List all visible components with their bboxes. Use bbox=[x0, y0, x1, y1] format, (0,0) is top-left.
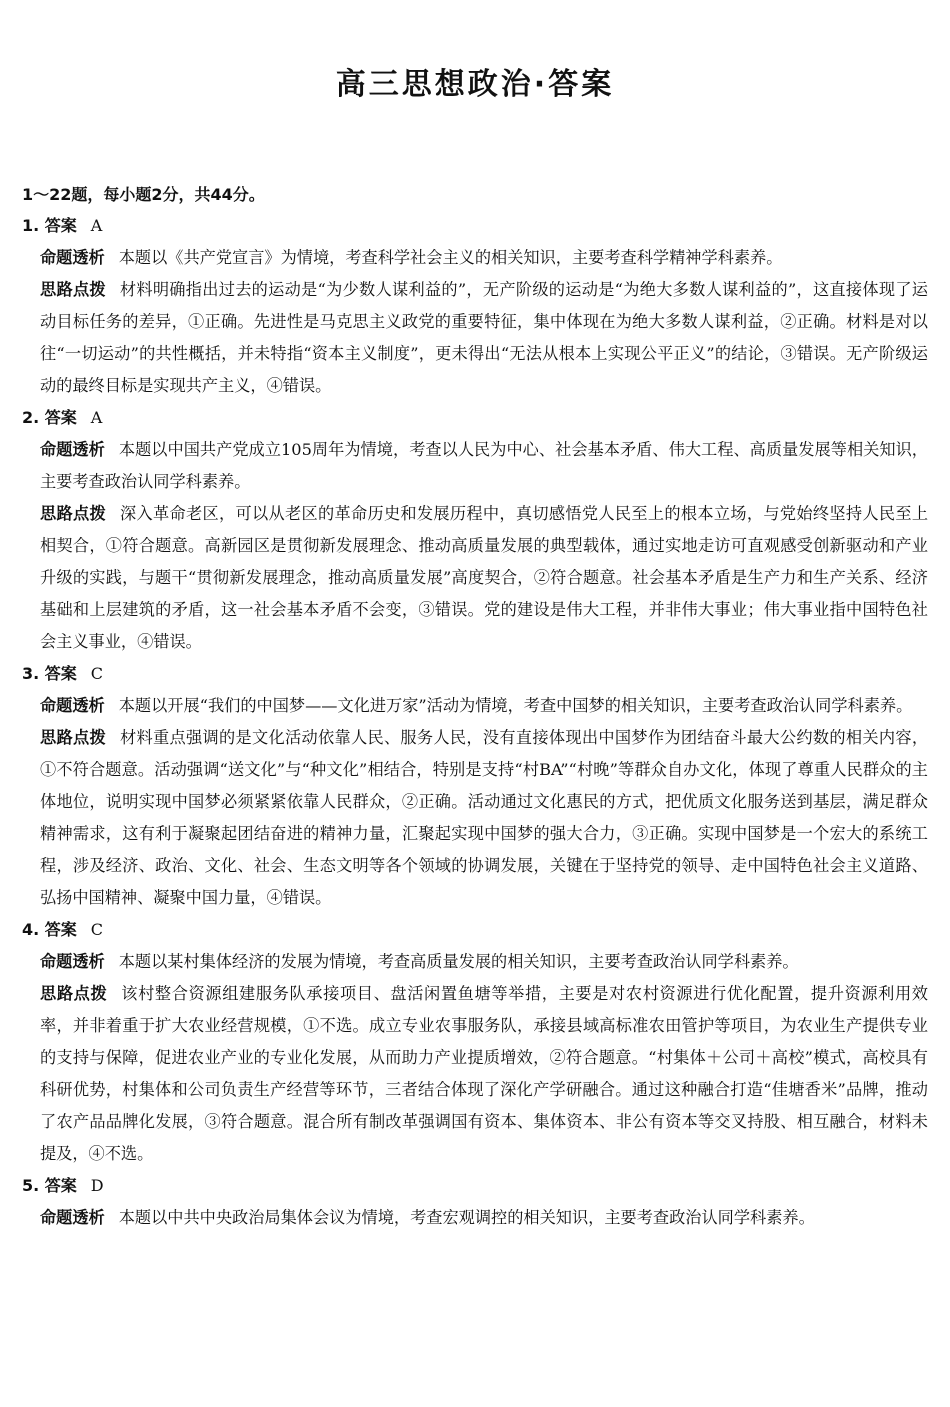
question-head bbox=[22, 402, 928, 434]
hint-text: 深入革命老区，可以从老区的革命历史和发展历程中，真切感悟党人民至上的根本立场，与党始终坚持人民至上相契合，①符合题意。高新园区是贯彻新发展理念、推动高质量发展的典型载体，通过实地走访可直观感受创新驱动和产业升级的实践，与题干“贯彻新发展理念，推动高质量发展”高度契合，②符合题意。社会基本矛盾是生产力和生产关系、经济基础和上层建筑的矛盾，这一社会基本矛盾不会变，③错误。党的建设是伟大工程，并非伟大事业；伟大事业指中国特色社会主义事业，④错误。 bbox=[40, 504, 929, 651]
hint-label: 思路点拨 bbox=[40, 728, 106, 747]
question-head bbox=[22, 1170, 928, 1202]
analysis-paragraph bbox=[40, 1202, 928, 1234]
question-2 bbox=[22, 402, 928, 658]
analysis-text: 本题以开展“我们的中国梦——文化进万家”活动为情境，考查中国梦的相关知识，主要考查政治认同学科素养。 bbox=[118, 696, 913, 715]
analysis-label: 命题透析 bbox=[40, 440, 105, 459]
question-3 bbox=[22, 658, 928, 914]
analysis-text: 本题以中国共产党成立105周年为情境，考查以人民为中心、社会基本矛盾、伟大工程、高质量发展等相关知识，主要考查政治认同学科素养。 bbox=[40, 440, 928, 491]
answer-letter: D bbox=[90, 1176, 104, 1195]
analysis-paragraph bbox=[40, 434, 928, 498]
analysis-text: 本题以《共产党宣言》为情境，考查科学社会主义的相关知识，主要考查科学精神学科素养。 bbox=[118, 248, 783, 267]
analysis-paragraph bbox=[40, 690, 928, 722]
question-head bbox=[22, 914, 928, 946]
answer-letter: A bbox=[90, 408, 103, 427]
hint-paragraph bbox=[40, 978, 928, 1170]
analysis-label: 命题透析 bbox=[40, 952, 105, 971]
hint-paragraph bbox=[40, 498, 928, 658]
question-4 bbox=[22, 914, 928, 1170]
question-number: 1. 答案 bbox=[22, 216, 77, 235]
analysis-label: 命题透析 bbox=[40, 1208, 105, 1227]
analysis-paragraph bbox=[40, 242, 928, 274]
hint-label: 思路点拨 bbox=[40, 280, 106, 299]
hint-label: 思路点拨 bbox=[40, 984, 108, 1003]
question-5 bbox=[22, 1170, 928, 1234]
analysis-paragraph bbox=[40, 946, 928, 978]
question-head bbox=[22, 210, 928, 242]
hint-text: 材料重点强调的是文化活动依靠人民、服务人民，没有直接体现出中国梦作为团结奋斗最大公约数的相关内容，①不符合题意。活动强调“送文化”与“种文化”相结合，特别是支持“村BA”“村晚”等群众自办文化，体现了尊重人民群众的主体地位，说明实现中国梦必须紧紧依靠人民群众，②正确。活动通过文化惠民的方式，把优质文化服务送到基层，满足群众精神需求，这有利于凝聚起团结奋进的精神力量，汇聚起实现中国梦的强大合力，③正确。实现中国梦是一个宏大的系统工程，涉及经济、政治、文化、社会、生态文明等各个领域的协调发展，关键在于坚持党的领导、走中国特色社会主义道路、弘扬中国精神、凝聚中国力量，④错误。 bbox=[40, 728, 929, 907]
hint-text: 材料明确指出过去的运动是“为少数人谋利益的”，无产阶级的运动是“为绝大多数人谋利益的”，这直接体现了运动目标任务的差异，①正确。先进性是马克思主义政党的重要特征，集中体现在为绝大多数人谋利益，②正确。材料是对以往“一切运动”的共性概括，并未特指“资本主义制度”，更未得出“无法从根本上实现公平正义”的结论，③错误。无产阶级运动的最终目标是实现共产主义，④错误。 bbox=[40, 280, 928, 395]
answer-letter: C bbox=[90, 664, 104, 683]
analysis-text: 本题以中共中央政治局集体会议为情境，考查宏观调控的相关知识，主要考查政治认同学科素养。 bbox=[118, 1208, 815, 1227]
answer-letter: C bbox=[90, 920, 104, 939]
question-head bbox=[22, 658, 928, 690]
question-number: 2. 答案 bbox=[22, 408, 77, 427]
hint-paragraph bbox=[40, 722, 928, 914]
question-1 bbox=[22, 210, 928, 402]
page-title: 高三思想政治·答案 bbox=[335, 67, 615, 102]
question-number: 3. 答案 bbox=[22, 664, 77, 683]
question-number: 5. 答案 bbox=[22, 1176, 77, 1195]
question-number: 4. 答案 bbox=[22, 920, 77, 939]
analysis-label: 命题透析 bbox=[40, 248, 105, 267]
section-intro: 1～22题，每小题2分，共44分。 bbox=[22, 185, 265, 204]
answer-letter: A bbox=[90, 216, 103, 235]
hint-label: 思路点拨 bbox=[40, 504, 106, 523]
hint-text: 该村整合资源组建服务队承接项目、盘活闲置鱼塘等举措，主要是对农村资源进行优化配置，提升资源利用效率，并非着重于扩大农业经营规模，①不选。成立专业农事服务队，承接县域高标准农田管护等项目，为农业生产提供专业的支持与保障，促进农业产业的专业化发展，从而助力产业提质增效，②符合题意。“村集体＋公司＋高校”模式，高校具有科研优势，村集体和公司负责生产经营等环节，三者结合体现了深化产学研融合。通过这种融合打造“佳塘香米”品牌，推动了农产品品牌化发展，③符合题意。混合所有制改革强调国有资本、集体资本、非公有资本等交叉持股、相互融合，材料未提及，④不选。 bbox=[40, 984, 928, 1163]
analysis-label: 命题透析 bbox=[40, 696, 105, 715]
hint-paragraph bbox=[40, 274, 928, 402]
analysis-text: 本题以某村集体经济的发展为情境，考查高质量发展的相关知识，主要考查政治认同学科素养。 bbox=[118, 952, 799, 971]
